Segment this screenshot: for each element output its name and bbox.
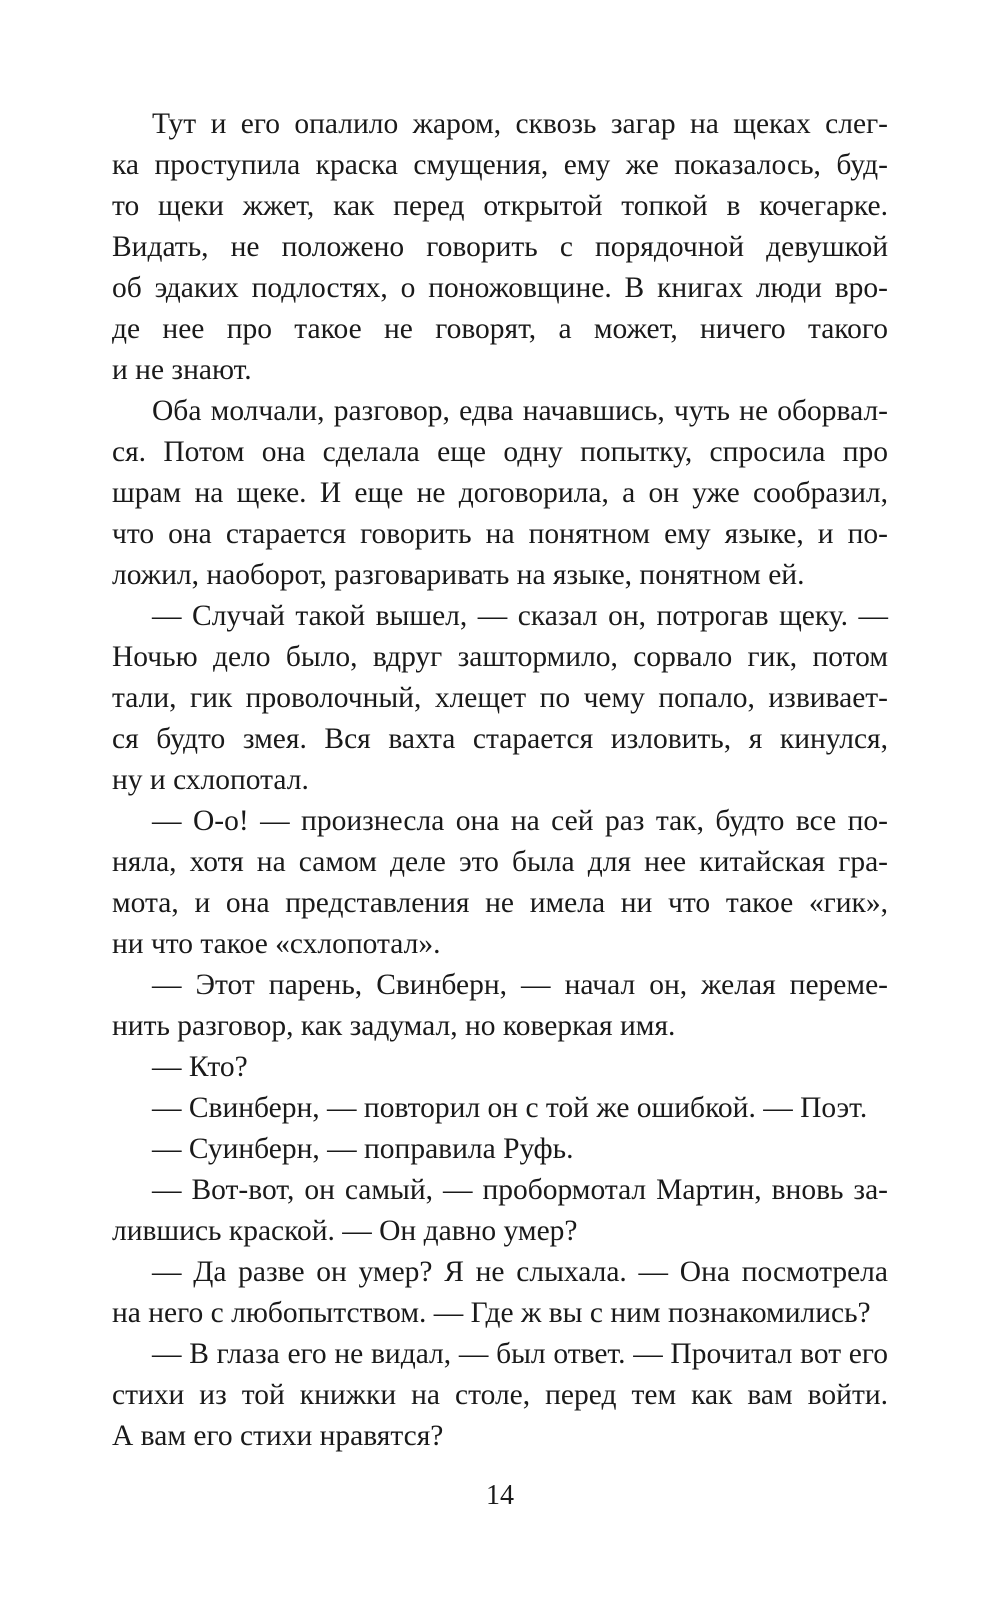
page-number: 14 (486, 1480, 514, 1511)
text-line: — О-о! — произнесла она на сей раз так, будто все по- (152, 805, 888, 837)
text-line: Тут и его опалило жаром, сквозь загар на щеках слег- (152, 108, 888, 140)
text-line: — Кто? (152, 1051, 248, 1083)
text-line: шрам на щеке. И еще не договорила, а он уже сообразил, (112, 477, 888, 509)
text-line: — Вот-вот, он самый, — пробормотал Мартин, вновь за- (152, 1174, 888, 1206)
text-line: де нее про такое не говорят, а может, ничего такого (112, 313, 888, 345)
text-line: — Свинберн, — повторил он с той же ошибкой. — Поэт. (152, 1092, 868, 1124)
text-line: на него с любопытством. — Где ж вы с ним познакомились? (112, 1297, 871, 1329)
text-line: и не знают. (112, 354, 252, 386)
text-line: А вам его стихи нравятся? (112, 1420, 444, 1452)
text-line: ложил, наоборот, разговаривать на языке, понятном ей. (112, 559, 805, 591)
text-line: мота, и она представления не имела ни что такое «гик», (112, 887, 888, 919)
text-line: няла, хотя на самом деле это была для нее китайская гра- (112, 846, 888, 878)
text-line: Видать, не положено говорить с порядочной девушкой (112, 231, 888, 263)
text-line: Ночью дело было, вдруг заштормило, сорвало гик, потом (112, 641, 888, 673)
text-line: ся. Потом она сделала еще одну попытку, спросила про (112, 436, 888, 468)
body-text (112, 104, 888, 1457)
text-line: — Суинберн, — поправила Руфь. (152, 1133, 574, 1165)
text-line: об эдаких подлостях, о поножовщине. В книгах люди вро- (112, 272, 888, 304)
text-line: Оба молчали, разговор, едва начавшись, чуть не оборвал- (152, 395, 888, 427)
text-line: ни что такое «схлопотал». (112, 928, 441, 960)
text-line: ся будто змея. Вся вахта старается изловить, я кинулся, (112, 723, 888, 755)
text-line: — Этот парень, Свинберн, — начал он, желая переме- (152, 969, 888, 1001)
text-line: стихи из той книжки на столе, перед тем как вам войти. (112, 1379, 888, 1411)
text-line: лившись краской. — Он давно умер? (112, 1215, 578, 1247)
text-line: ка проступила краска смущения, ему же показалось, буд- (112, 149, 888, 181)
text-line: ну и схлопотал. (112, 764, 309, 796)
text-line: нить разговор, как задумал, но коверкая имя. (112, 1010, 676, 1042)
text-line: то щеки жжет, как перед открытой топкой в кочегарке. (112, 190, 888, 222)
text-line: тали, гик проволочный, хлещет по чему попало, извивает- (112, 682, 888, 714)
text-line: — Да разве он умер? Я не слыхала. — Она посмотрела (152, 1256, 888, 1288)
text-line: — Случай такой вышел, — сказал он, потрогав щеку. — (152, 600, 888, 632)
text-line: — В глаза его не видал, — был ответ. — Прочитал вот его (152, 1338, 888, 1370)
text-line: что она старается говорить на понятном ему языке, и по- (112, 518, 888, 550)
